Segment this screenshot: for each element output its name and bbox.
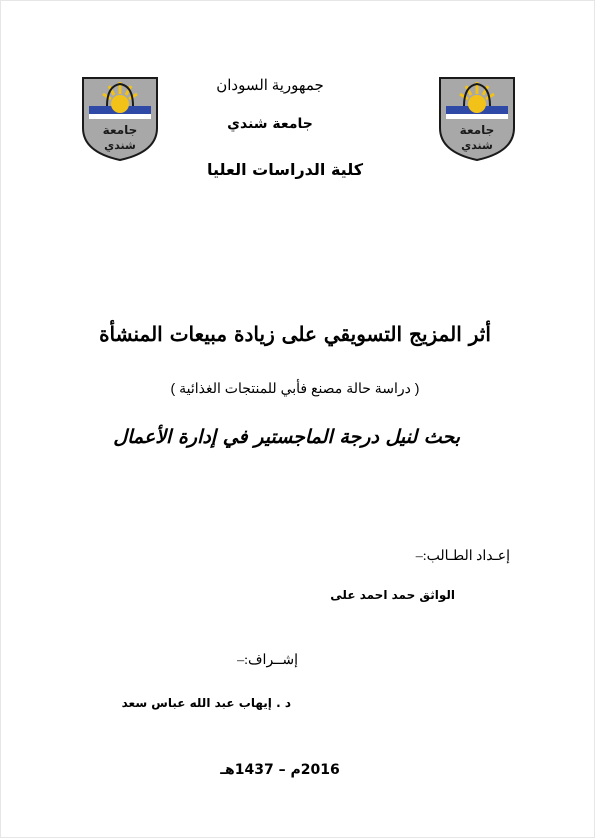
logo-text-1: جامعة (459, 123, 495, 137)
prepared-by-label: إعـداد الطـالب:– (415, 549, 510, 564)
logo-text-2: شندي (104, 139, 136, 152)
date: 2016م – 1437هـ (220, 762, 340, 778)
supervisor-name: د . إيهاب عبد الله عباس سعد (121, 696, 291, 710)
degree-statement: بحث لنيل درجة الماجستير في إدارة الأعمال (113, 426, 460, 448)
supervision-label: إشــراف:– (237, 653, 298, 668)
logo-text-2: شندي (461, 139, 493, 152)
thesis-title: أثر المزيج التسويقي على زيادة مبيعات المنشأة (99, 322, 491, 346)
university-logo-right (438, 76, 516, 162)
country-name: جمهورية السودان (216, 78, 324, 94)
student-name: الواثق حمد احمد على (330, 588, 455, 602)
college-name: كلية الدراسات العليا (206, 160, 364, 179)
university-name: جامعة شندي (227, 116, 313, 132)
thesis-subtitle: ( دراسة حالة مصنع فأبي للمنتجات الغذائية ) (170, 380, 420, 396)
university-logo-left (81, 76, 159, 162)
logo-text-1: جامعة (102, 123, 138, 137)
